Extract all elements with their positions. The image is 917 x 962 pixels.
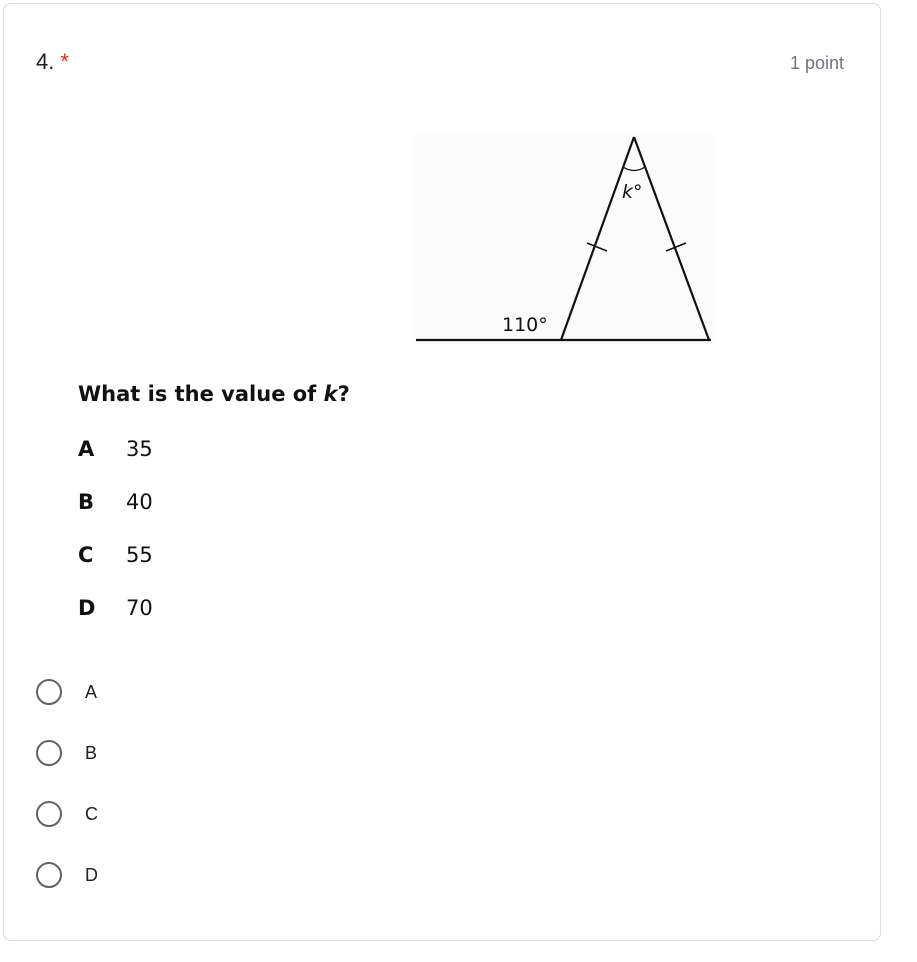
option-a[interactable] (36, 676, 336, 708)
question-header (36, 48, 69, 76)
choice-letter: C (78, 543, 94, 567)
radio-button-d[interactable] (36, 862, 62, 888)
radio-button-b[interactable] (36, 740, 62, 766)
option-label: C (85, 803, 98, 824)
question-number: 4. (36, 49, 55, 74)
answer-choice-d (78, 596, 153, 620)
points-label: 1 point (789, 53, 844, 73)
choice-value: 70 (126, 596, 153, 620)
option-label: D (85, 864, 98, 885)
choice-value: 40 (126, 490, 153, 514)
question-card (3, 3, 881, 941)
option-label: A (85, 681, 98, 702)
choice-letter: A (78, 437, 95, 461)
question-image (73, 134, 753, 624)
prompt-end: ? (337, 382, 350, 406)
radio-button-c[interactable] (36, 801, 62, 827)
option-b[interactable] (36, 737, 336, 769)
radio-button-a[interactable] (36, 679, 62, 705)
choice-letter: B (78, 490, 95, 514)
choice-value: 35 (126, 437, 153, 461)
answer-choice-a (78, 437, 153, 461)
option-c[interactable] (36, 798, 336, 830)
choice-letter: D (78, 596, 96, 620)
option-d[interactable] (36, 859, 336, 891)
answer-choice-b (78, 490, 153, 514)
exterior-angle-label: 110° (502, 314, 548, 336)
figure-background (414, 134, 714, 344)
choice-value: 55 (126, 543, 153, 567)
question-prompt (78, 382, 350, 406)
required-asterisk: * (60, 49, 69, 74)
option-label: B (85, 742, 98, 763)
apex-angle-label: k° (622, 181, 643, 203)
answer-choice-c (78, 543, 153, 567)
prompt-variable: k (323, 382, 338, 406)
prompt-text: What is the value of (78, 382, 324, 406)
triangle-figure (414, 134, 714, 344)
